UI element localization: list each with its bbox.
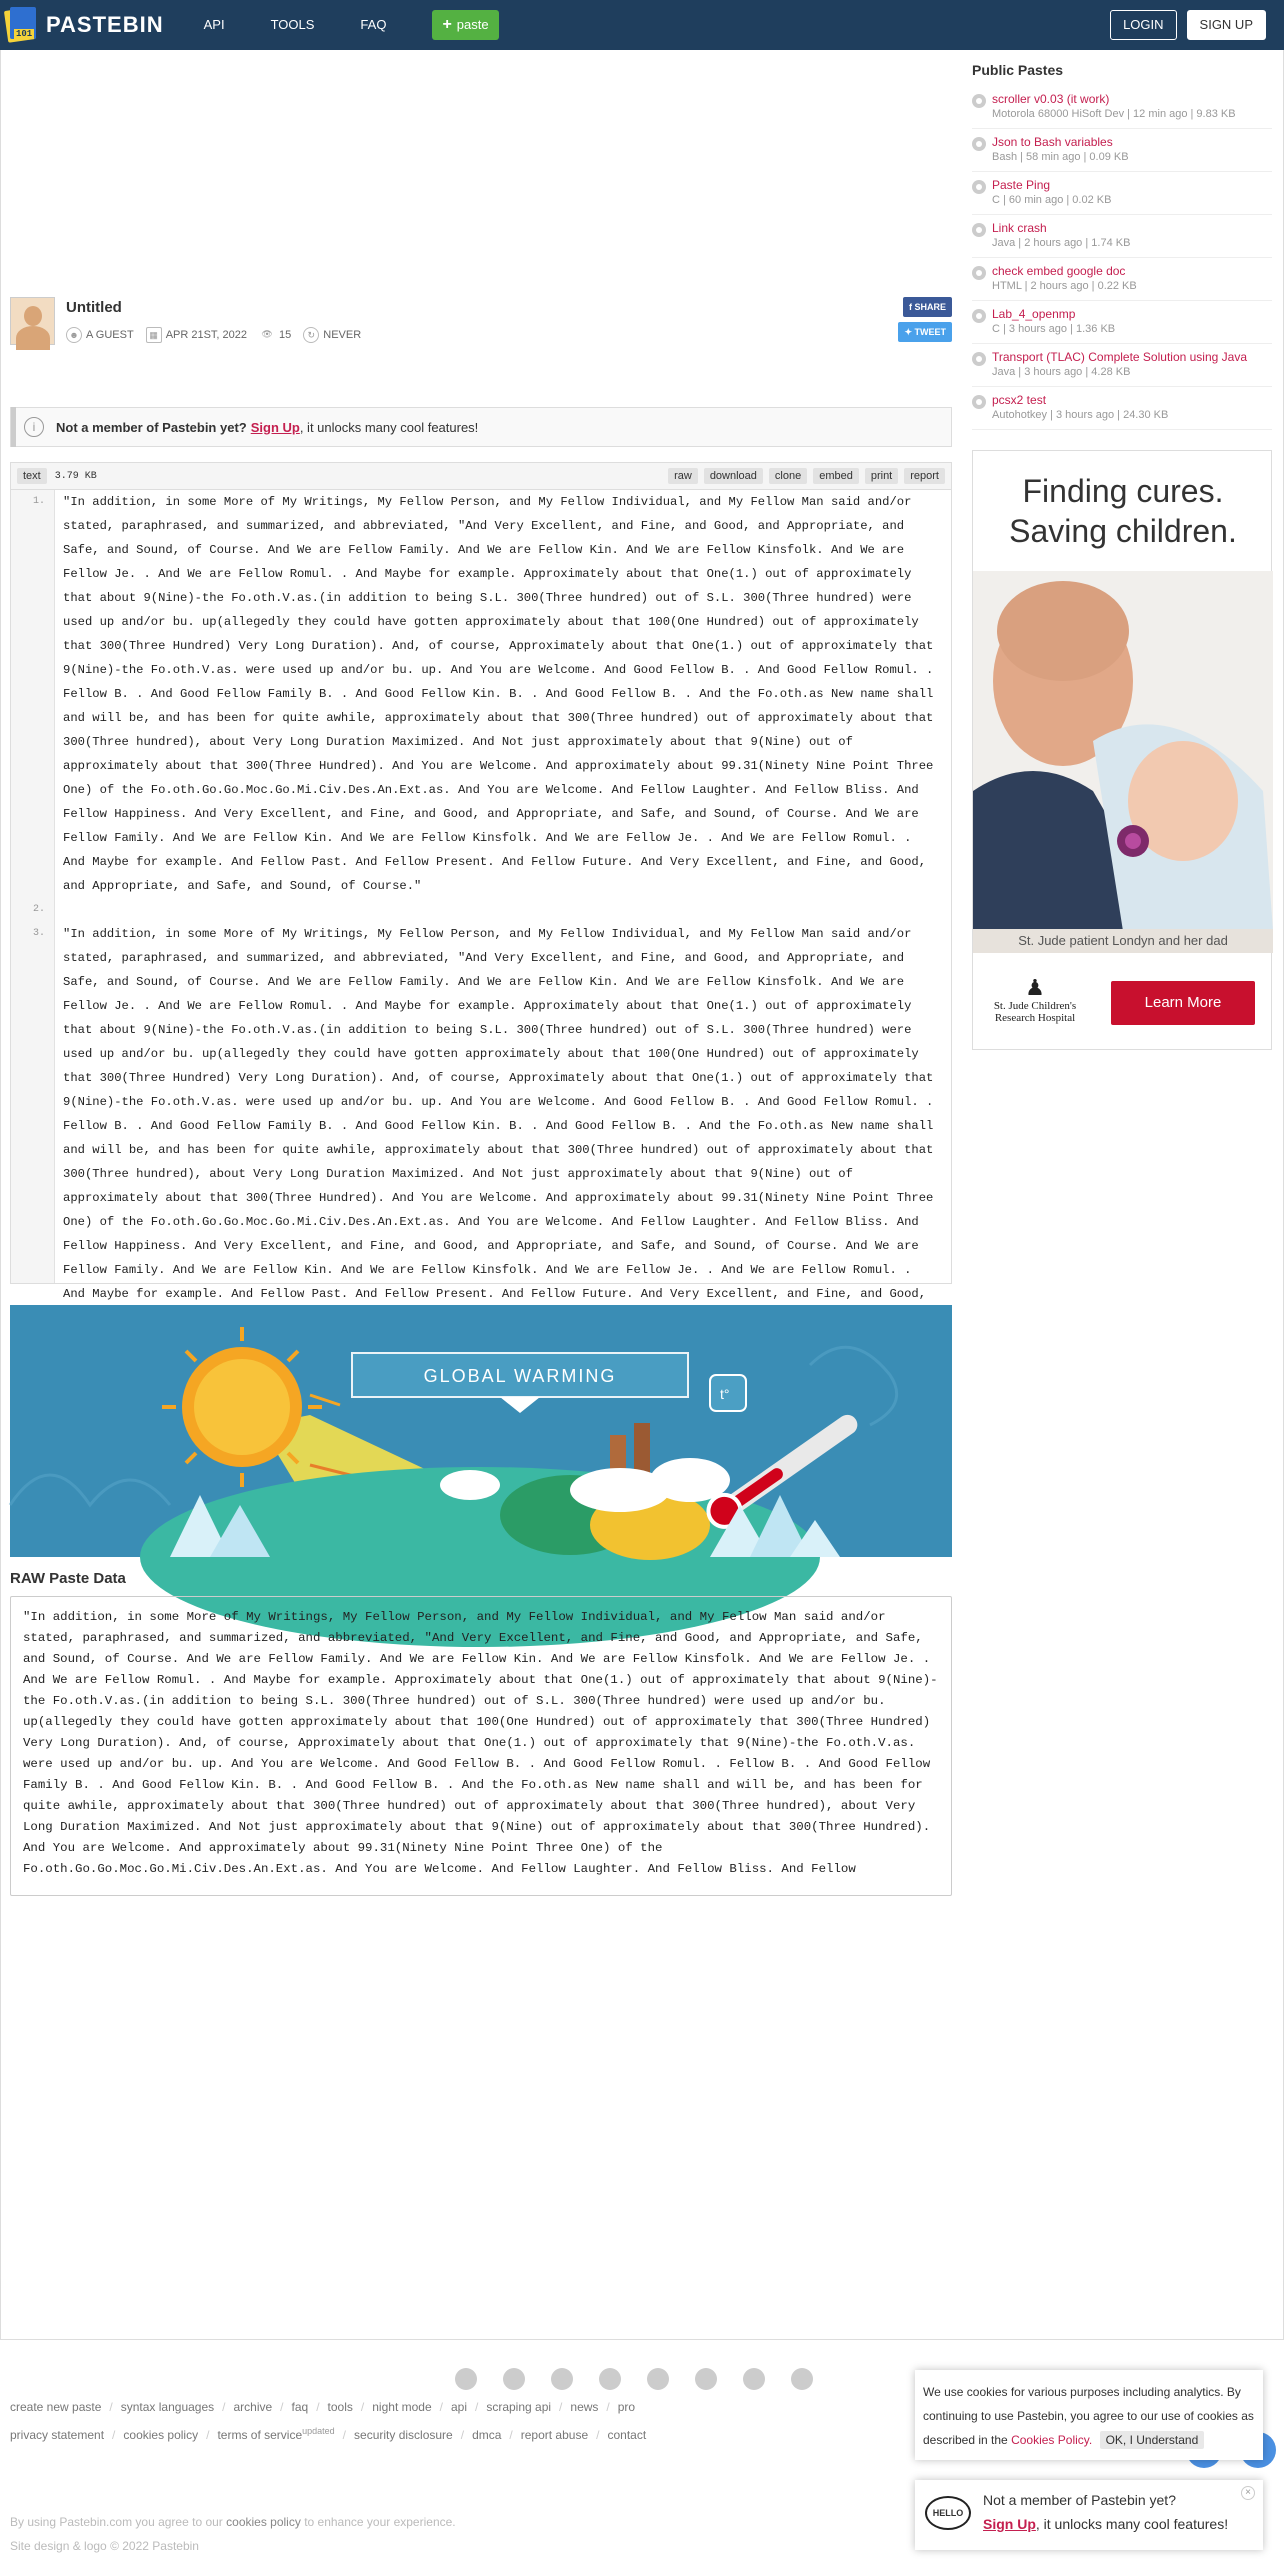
nav-tools[interactable]: TOOLS (270, 17, 315, 32)
footer-link[interactable]: cookies policy (123, 2428, 199, 2442)
signup-popup (915, 2480, 1263, 2550)
public-paste-meta: HTML | 2 hours ago | 0.22 KB (992, 280, 1137, 292)
plus-icon: + (442, 16, 452, 33)
footer-separator: / (474, 2400, 479, 2414)
macos-icon[interactable] (695, 2368, 717, 2390)
global-warming-banner[interactable] (10, 1305, 952, 1557)
popup-line2 (983, 2516, 1228, 2532)
share-label: SHARE (914, 302, 946, 312)
public-paste-name[interactable]: Transport (TLAC) Complete Solution using Java (992, 350, 1247, 364)
code-line (11, 898, 951, 922)
cookie-text: We use cookies for various purposes including analytics. By continuing to use Pastebin, you agree to our use of cookies as described in the (923, 2385, 1254, 2447)
line-number: 1. (32, 496, 45, 507)
line-text: "In addition, in some More of My Writings, My Fellow Person, and My Fellow Individual, and My Fellow Man said and/or stated, paraphrased, and summarized, and abbreviated, "And Very Excellent, and Fine, and Good, and Appropriate, and Safe, and Sound, of Course. And We are Fellow Family. And We are Fellow Kin. And We are Fellow Kinsfolk. And We are Fellow Je. . And We are Fellow Romul. . And Maybe for example. Approximately about that One(1.) out of approximately that about 9(Nine)-the Fo.oth.V.as.(in addition to being S.L. 300(Three hundred) out of S.L. 300(Three hundred) were used up and/or bu. up(allegedly they could have gotten approximately about that 100(One Hundred) out of approximately that 300(Three Hundred) Very Long Duration). And, of course, Approximately about that One(1.) out of approximately that 9(Nine)-the Fo.oth.V.as. were used up and/or bu. up. And You are Welcome. And Good Fellow B. . And Good Fellow Romul. . Fellow B. . And Good Fellow Family B. . And Good Fellow Kin. B. . And Good Fellow B. . And the Fo.oth.as New name shall and will be, and has been for quite awhile, approximately about that 300(Three hundred) out of approximately about that 300(Three hundred), about Very Long Duration Maximized. And Not just approximately about that 9(Nine) out of approximately about that 300(Three Hundred). And You are Welcome. And approximately about 99.31(Ninety Nine Point Three One) of the Fo.oth.Go.Go.Moc.Go.Mi.Civ.Des.An.Ext.as. And You are Welcome. And Fellow Laughter. And Fellow Bliss. And Fellow Happiness. And Very Excellent, and Fine, and Good, and Appropriate, and Safe, and Sound, of Course. And We are Fellow Family. And We are Fellow Kin. And We are Fellow Kinsfolk. And We are Fellow Je. . And We are Fellow Romul. . And Maybe for example. And Fellow Past. And Fellow Present. And Fellow Future. And Very Excellent, and Fine, and Good, and Appropriate, and Safe, and Sound, of Course." (63, 495, 941, 893)
globe-icon (972, 137, 986, 151)
footer-separator: / (109, 2400, 113, 2414)
footer-copyright (10, 2510, 456, 2558)
ios-icon[interactable] (551, 2368, 573, 2390)
public-paste-name[interactable]: Lab_4_openmp (992, 307, 1076, 321)
paste-title: Untitled (66, 299, 122, 316)
logo-text: PASTEBIN (46, 12, 164, 37)
svg-text:t°: t° (720, 1386, 730, 1402)
footer-link[interactable]: report abuse (520, 2428, 589, 2442)
raw-paste-textarea[interactable]: "In addition, in some More of My Writings, My Fellow Person, and My Fellow Individual, and My Fellow Man said and/or stated, paraphrased, and summarized, and abbreviated, "And Very Excellent, and Fine, and Good, and Appropriate, and Safe, and Sound, of Course. And We are Fellow Family. And We are Fellow Kin. And We are Fellow Kinsfolk. And We are Fellow Je. . And We are Fellow Romul. . And Maybe for example. Approximately about that One(1.) out of approximately that about 9(Nine)-the Fo.oth.V.as.(in addition to being S.L. 300(Three hundred) out of S.L. 300(Three hundred) were used up and/or bu. up(allegedly they could have gotten approximately about that 100(One Hundred) out of approximately that 300(Three Hundred) Very Long Duration). And, of course, Approximately about that One(1.) out of approximately that 9(Nine)-the Fo.oth.V.as. were used up and/or bu. up. And You are Welcome. And Good Fellow B. . And Good Fellow Romul. . Fellow B. . And Good Fellow Family B. . And Good Fellow Kin. B. . And Good Fellow B. . And the Fo.oth.as New name shall and will be, and has been for quite awhile, approximately about that 300(Three hundred) out of approximately about that 300(Three hundred), about Very Long Duration Maximized. And Not just approximately about that 9(Nine) out of approximately about that 300(Three Hundred). And You are Welcome. And approximately about 99.31(Ninety Nine Point Three One) of the Fo.oth.Go.Go.Moc.Go.Mi.Civ.Des.An.Ext.as. And You are Welcome. And Fellow Laughter. And Fellow Bliss. And Fellow (10, 1596, 952, 1896)
login-button[interactable]: LOGIN (1110, 10, 1176, 40)
footer-separator: / (342, 2428, 347, 2442)
facebook-share-button[interactable] (903, 297, 952, 317)
eye-icon: 👁 (261, 329, 273, 339)
raw-paste-title: RAW Paste Data (10, 1570, 126, 1587)
globe-icon (972, 352, 986, 366)
footer-link[interactable]: syntax languages (120, 2400, 215, 2414)
public-paste-name[interactable]: check embed google doc (992, 264, 1126, 278)
user-icon: ☻ (66, 327, 82, 343)
line-text: "In addition, in some More of My Writings, My Fellow Person, and My Fellow Individual, and My Fellow Man said and/or stated, paraphrased, and summarized, and abbreviated, "And Very Excellent, and Fine, and Good, and Appropriate, and Safe, and Sound, of Course. And We are Fellow Family. And We are Fellow Kin. And We are Fellow Kinsfolk. And We are Fellow Je. . And We are Fellow Romul. . And Maybe for example. Approximately about that One(1.) out of approximately that about 9(Nine)-the Fo.oth.V.as.(in addition to being S.L. 300(Three hundred) out of S.L. 300(Three hundred) were used up and/or bu. up(allegedly they could have gotten approximately about that 100(One Hundred) out of approximately that 300(Three Hundred) Very Long Duration). And, of course, Approximately about that One(1.) out of approximately that 9(Nine)-the Fo.oth.V.as. were used up and/or bu. up. And You are Welcome. And Good Fellow B. . And Good Fellow Romul. . Fellow B. . And Good Fellow Family B. . And Good Fellow Kin. B. . And Good Fellow B. . And the Fo.oth.as New name shall and will be, and has been for quite awhile, approximately about that 300(Three hundred) out of approximately about that 300(Three hundred), about Very Long Duration Maximized. And Not just approximately about that 9(Nine) out of approximately about that 300(Three Hundred). And You are Welcome. And approximately about 99.31(Ninety Nine Point Three One) of the Fo.oth.Go.Go.Moc.Go.Mi.Civ.Des.An.Ext.as. And You are Welcome. And Fellow Laughter. And Fellow Bliss. And Fellow Happiness. And Very Excellent, and Fine, and Good, and Appropriate, and Safe, and Sound, of Course. And We are Fellow Family. And We are Fellow Kin. And We are Fellow Kinsfolk. And We are Fellow Je. . And We are Fellow Romul. . And Maybe for example. And Fellow Past. And Fellow Present. And Fellow Future. And Very Excellent, and Fine, and Good, (63, 927, 934, 1301)
opera-icon[interactable] (743, 2368, 765, 2390)
footer-link[interactable]: dmca (472, 2428, 502, 2442)
code-toolbar (10, 462, 952, 490)
footer-link[interactable]: archive (233, 2400, 273, 2414)
app-icons (455, 2368, 839, 2390)
footer-link[interactable]: api (450, 2400, 467, 2414)
code-line (11, 490, 951, 898)
st-jude-logo (985, 976, 1085, 1024)
popup-signup-link[interactable]: Sign Up (983, 2516, 1036, 2532)
footer-link[interactable]: terms of service (217, 2428, 303, 2442)
footer-separator: / (596, 2428, 600, 2442)
auth-buttons (1100, 10, 1266, 40)
popup-rest: , it unlocks many cool features! (1035, 2516, 1229, 2532)
public-paste-item[interactable] (972, 129, 1272, 172)
code-view (10, 490, 952, 1301)
footer-separator: / (460, 2428, 465, 2442)
public-paste-name[interactable]: pcsx2 test (992, 393, 1047, 407)
paste-views: 15 (279, 329, 292, 341)
learn-more-button[interactable]: Learn More (1111, 981, 1255, 1025)
ad-org: St. Jude Children's Research Hospital (993, 1000, 1077, 1024)
footer-link[interactable]: faq (291, 2400, 309, 2414)
globe-icon (972, 266, 986, 280)
signup-button[interactable]: SIGN UP (1187, 10, 1266, 40)
global-warming-illustration (10, 1305, 952, 1557)
cookies-policy-link[interactable]: cookies policy (226, 2515, 301, 2529)
public-paste-meta: Java | 3 hours ago | 4.28 KB (992, 366, 1131, 378)
chrome-icon[interactable] (455, 2368, 477, 2390)
report-button[interactable]: report (904, 468, 945, 484)
public-paste-meta: C | 3 hours ago | 1.36 KB (992, 323, 1116, 335)
public-paste-name[interactable]: Paste Ping (992, 178, 1051, 192)
clone-button[interactable]: clone (769, 468, 807, 484)
download-button[interactable]: download (704, 468, 763, 484)
site-design-copy: Site design & logo © 2022 Pastebin (10, 2539, 199, 2553)
public-paste-name[interactable]: Json to Bash variables (992, 135, 1113, 149)
footer-separator: / (280, 2400, 284, 2414)
public-paste-meta: Java | 2 hours ago | 1.74 KB (992, 237, 1131, 249)
footer-link[interactable]: security disclosure (354, 2428, 453, 2442)
expire-meta (303, 327, 361, 343)
notice-rest: , it unlocks many cool features! (299, 419, 479, 435)
ad-caption: St. Jude patient Londyn and her dad (973, 929, 1273, 953)
facebook-icon: f (908, 302, 915, 312)
footer-link[interactable]: contact (607, 2428, 647, 2442)
footer-separator: / (439, 2400, 443, 2414)
banner-title: GLOBAL WARMING (423, 1366, 617, 1386)
public-paste-meta: Autohotkey | 3 hours ago | 24.30 KB (992, 409, 1169, 421)
ad-line1: Finding cures. (1022, 473, 1224, 509)
new-paste-label: paste (456, 17, 489, 32)
firefox-icon[interactable] (503, 2368, 525, 2390)
paste-expire: NEVER (323, 329, 362, 341)
new-paste-button[interactable] (432, 10, 498, 40)
st-jude-ad[interactable] (972, 450, 1272, 1050)
nav-api[interactable]: API (203, 17, 225, 32)
footer-links-row2 (10, 2419, 910, 2447)
info-icon: i (24, 417, 44, 437)
ad-photo (973, 571, 1273, 931)
globe-icon (972, 223, 986, 237)
footer-links-row1 (10, 2395, 910, 2419)
public-paste-item[interactable] (972, 301, 1272, 344)
code-line (11, 922, 951, 1330)
globe-icon (972, 94, 986, 108)
main-nav (204, 0, 433, 50)
twitter-icon: ✦ (904, 327, 915, 337)
syntax-tag[interactable]: text (17, 468, 47, 484)
cookie-policy-link[interactable]: Cookies Policy. (1011, 2433, 1093, 2447)
public-paste-meta: Bash | 58 min ago | 0.09 KB (992, 151, 1129, 163)
footer-separator: / (206, 2428, 210, 2442)
copy-text-a: By using Pastebin.com you agree to our (10, 2515, 223, 2529)
popup-text: Not a member of Pastebin yet? (983, 2492, 1176, 2508)
globe-icon (972, 180, 986, 194)
windows-icon[interactable] (599, 2368, 621, 2390)
public-paste-name[interactable]: scroller v0.03 (it work) (992, 92, 1110, 106)
line-number: 2. (32, 904, 45, 915)
paste-actions (662, 468, 945, 484)
embed-button[interactable]: embed (813, 468, 859, 484)
notice-text: Not a member of Pastebin yet? (56, 419, 247, 435)
footer-link[interactable]: tools (327, 2400, 353, 2414)
signup-notice (10, 407, 952, 447)
copy-text-b: to enhance your experience. (304, 2515, 456, 2529)
globe-icon (972, 395, 986, 409)
public-paste-item[interactable] (972, 344, 1272, 387)
paste-date: APR 21ST, 2022 (165, 329, 248, 341)
nav-faq[interactable]: FAQ (360, 17, 387, 32)
st-jude-figure-icon: ♟ (1025, 975, 1045, 1000)
paste-size: 3.79 KB (54, 470, 97, 482)
android-icon[interactable] (647, 2368, 669, 2390)
ad-headline (973, 471, 1273, 551)
avatar (10, 297, 55, 345)
paste-info (10, 297, 952, 397)
footer-separator: / (222, 2400, 226, 2414)
public-paste-name[interactable]: Link crash (992, 221, 1047, 235)
sidebar (972, 50, 1272, 430)
top-header (0, 0, 1284, 50)
footer-link[interactable]: privacy statement (10, 2428, 105, 2442)
footer-link[interactable]: create new paste (10, 2400, 102, 2414)
close-icon[interactable]: × (1241, 2486, 1255, 2500)
public-pastes-title: Public Pastes (972, 62, 1064, 78)
calendar-icon: ▦ (146, 327, 162, 343)
footer-link[interactable]: pro (617, 2400, 636, 2414)
paste-meta (66, 327, 373, 343)
footer-separator: / (360, 2400, 365, 2414)
logo[interactable] (0, 0, 164, 50)
line-text (55, 898, 945, 922)
footer-separator: / (509, 2428, 513, 2442)
public-paste-meta: Motorola 68000 HiSoft Dev | 12 min ago | 9.83 KB (992, 108, 1236, 120)
linux-icon[interactable] (791, 2368, 813, 2390)
raw-button[interactable]: raw (668, 468, 698, 484)
cookie-banner (915, 2370, 1263, 2460)
notice-bar (11, 407, 16, 447)
public-paste-item[interactable] (972, 387, 1272, 430)
twitter-share-button[interactable] (898, 322, 952, 342)
public-paste-item[interactable] (972, 258, 1272, 301)
footer-separator: / (606, 2400, 610, 2414)
clock-icon: ↻ (303, 327, 319, 343)
notice-signup-link[interactable]: Sign Up (250, 419, 300, 435)
footer-links (10, 2395, 910, 2447)
date-meta (146, 327, 247, 343)
cookie-accept-button[interactable]: OK, I Understand (1100, 2431, 1205, 2449)
public-paste-item[interactable] (972, 215, 1272, 258)
footer-link[interactable]: news (570, 2400, 599, 2414)
author-meta (66, 327, 134, 343)
pastebin-logo-icon: 101 (4, 5, 40, 45)
views-meta (259, 327, 291, 343)
footer-separator: / (316, 2400, 320, 2414)
author-name[interactable]: A GUEST (86, 329, 134, 341)
public-paste-meta: C | 60 min ago | 0.02 KB (992, 194, 1112, 206)
tweet-label: TWEET (914, 327, 946, 337)
updated-badge: updated (302, 2426, 335, 2436)
print-button[interactable]: print (865, 468, 898, 484)
hello-icon: HELLO (925, 2496, 971, 2530)
globe-icon (972, 309, 986, 323)
share-buttons (898, 297, 952, 347)
public-paste-item[interactable] (972, 172, 1272, 215)
ad-line2: Saving children. (1009, 513, 1237, 549)
footer-separator: / (112, 2428, 116, 2442)
line-number: 3. (32, 928, 45, 939)
footer-link[interactable]: scraping api (486, 2400, 552, 2414)
public-paste-item[interactable] (972, 86, 1272, 129)
footer-link[interactable]: night mode (372, 2400, 432, 2414)
public-pastes-list (972, 86, 1272, 430)
footer-separator: / (559, 2400, 563, 2414)
